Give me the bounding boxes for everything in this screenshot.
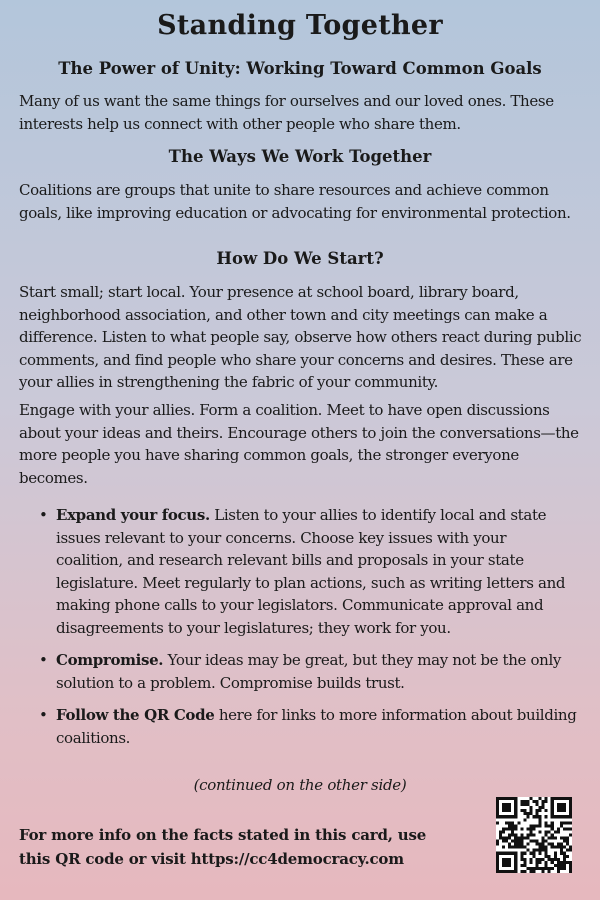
heading-ways-we-work: The Ways We Work Together [168,147,432,166]
bullet-text: Listen to your allies to identify local and state issues relevant to your concerns. Choose key issues with your coalition, and research relevant bills and proposals in your state legislature. Meet regularly to plan actions, such as writing letters and making phone calls to your legislators. Communicate approval and disagreements to your legislatures; they work for you. [56,506,566,637]
paragraph-coalitions: Coalitions are groups that unite to share resources and achieve common goals, like improving education or advocating for environmental protection. [19,181,571,222]
footer-line[interactable]: this QR code or visit https://cc4democracy.com [19,850,404,868]
page-title: Standing Together [157,10,443,41]
list-item [37,504,577,639]
list-item [37,704,577,749]
bullet-text: here for links to more information about building coalitions. [56,706,577,747]
paragraph-start-small: Start small; start local. Your presence at school board, library board, neighborhood association, and other town and city meetings can make a difference. Listen to what people say, observe how others react during public comments, and find people who share your concerns and desires. These are your allies in strengthening the fabric of your community. [19,283,582,391]
bullet-lead: Expand your focus. [56,506,210,524]
footer-info [19,823,459,871]
heading-how-do-we-start: How Do We Start? [216,249,384,268]
heading-power-of-unity: The Power of Unity: Working Toward Common Goals [58,59,542,78]
paragraph-unity: Many of us want the same things for ourselves and our loved ones. These interests help us connect with other people who share them. [19,92,554,133]
paragraph-engage-allies: Engage with your allies. Form a coalition. Meet to have open discussions about your ideas and theirs. Encourage others to join the conversations—the more people you have sharing common goals, the stronger everyone becomes. [19,401,579,487]
qr-code-icon[interactable] [496,797,572,873]
bullet-text: Your ideas may be great, but they may not be the only solution to a problem. Compromise builds trust. [56,651,562,692]
action-list [37,504,577,759]
qr-code-graphic [496,797,572,873]
bullet-lead: Compromise. [56,651,164,669]
list-item [37,649,577,694]
footer-line: For more info on the facts stated in this card, use [19,826,427,844]
bullet-lead: Follow the QR Code [56,706,215,724]
continued-note: (continued on the other side) [193,776,407,794]
